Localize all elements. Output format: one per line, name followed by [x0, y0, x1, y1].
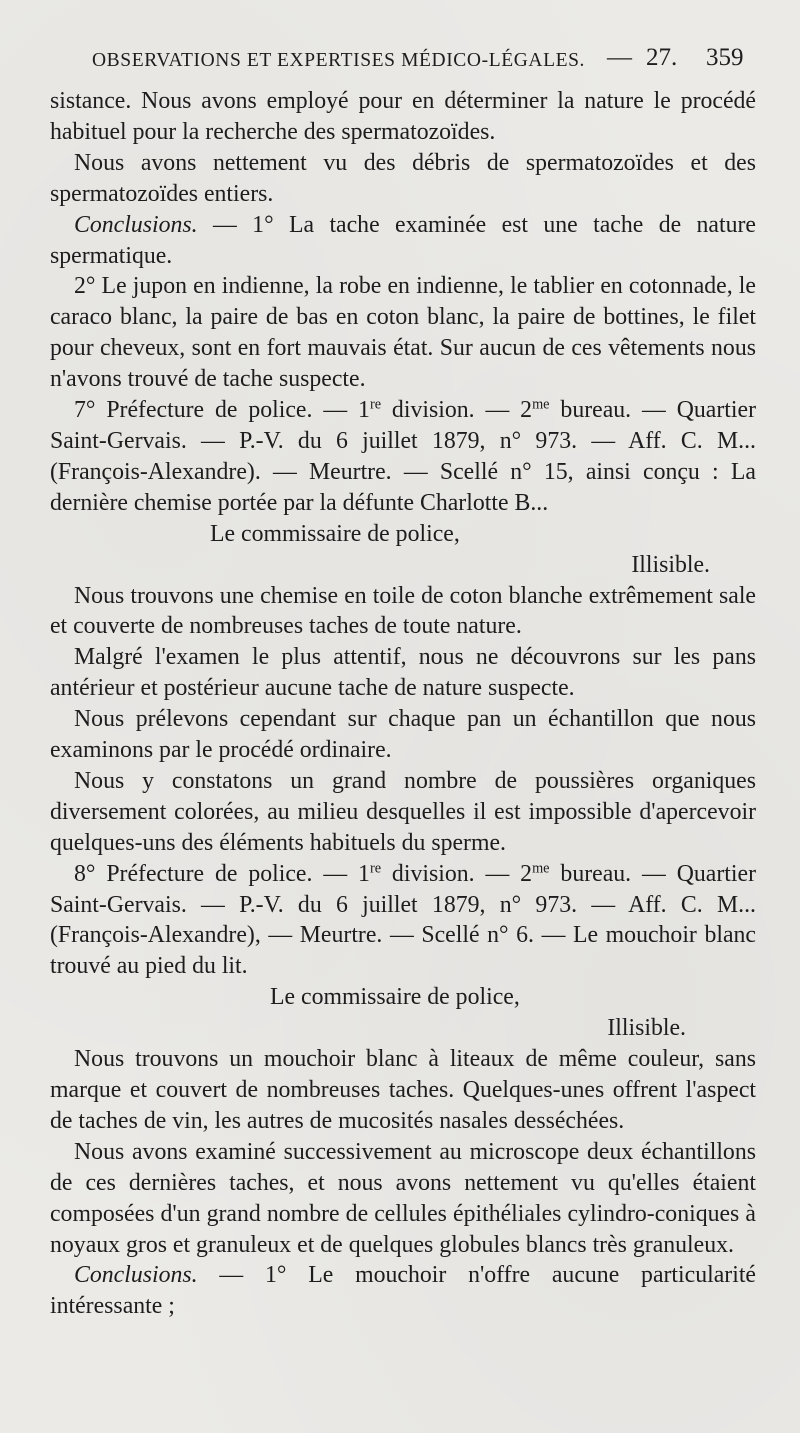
signature-title: Le commissaire de police,	[270, 984, 520, 1011]
running-title: OBSERVATIONS ET EXPERTISES MÉDICO-LÉGALES.	[92, 50, 586, 71]
page-body	[50, 86, 756, 1322]
paragraph: 2° Le jupon en indienne, la robe en indienne, le tablier en cotonnade, le caraco blanc, la paire de bas en coton blanc, la paire de bottines, le filet pour cheveux, sont en fort mauvais état. Sur aucun de ces vêtements nous n'avons trouvé de tache suspecte.	[50, 273, 756, 393]
chapter-number: 27.	[646, 44, 678, 71]
paragraph: Nous trouvons une chemise en toile de coton blanche extrêmement sale et couverte de nombreuses taches de toute nature.	[50, 582, 756, 640]
paragraph: 8° Préfecture de police. — 1re division. — $2^{me}$ bureau. — Quartier Saint-Gervais. — P.-V. du 6 juillet 1879, n° 973. — Aff. C. M... (François-Alexandre), — Meurtre. — Scellé n° 6. — Le mouchoir blanc trouvé au pied du lit.	[50, 860, 756, 980]
page-header	[92, 44, 760, 78]
conclusions-label: Conclusions.	[74, 1262, 198, 1289]
paragraph: Nous trouvons un mouchoir blanc à liteaux de même couleur, sans marque et couvert de nombreuses taches. Quelques-unes offrent l'aspect de taches de vin, les autres de mucosités nasales desséchées.	[50, 1046, 756, 1134]
paragraph: Nous prélevons cependant sur chaque pan un échantillon que nous examinons par le procédé ordinaire.	[50, 706, 756, 764]
paragraph: Nous avons examiné successivement au microscope deux échantillons de ces dernières taches, et nous avons nettement vu qu'elles étaient composées d'un grand nombre de cellules épithéliales cylindro-coniques à noyaux gros et granuleux et de quelques globules blancs très granuleux.	[50, 1138, 756, 1258]
paragraph: Conclusions. — 1° La tache examinée est une tache de nature spermatique.	[50, 211, 756, 269]
signature-name: Illisible.	[607, 1015, 686, 1042]
paragraph: sistance. Nous avons employé pour en déterminer la nature le procédé habituel pour la recherche des spermatozoïdes.	[50, 88, 756, 145]
paragraph: Conclusions. — 1° Le mouchoir n'offre aucune particularité intéressante ;	[50, 1262, 756, 1320]
header-dash: —	[607, 44, 632, 71]
paragraph: 7° Préfecture de police. — 1re division. — $2^{me}$ bureau. — Quartier Saint-Gervais. — P.-V. du 6 juillet 1879, n° 973. — Aff. C. M... (François-Alexandre). — Meurtre. — Scellé n° 15, ainsi conçu : La dernière chemise portée par la défunte Charlotte B...	[50, 396, 756, 516]
page-number: 359	[706, 44, 744, 71]
signature-name: Illisible.	[631, 551, 710, 578]
signature-title: Le commissaire de police,	[210, 520, 460, 547]
paragraph: Malgré l'examen le plus attentif, nous ne découvrons sur les pans antérieur et postérieur aucune tache de nature suspecte.	[50, 644, 756, 702]
conclusions-label: Conclusions.	[74, 211, 198, 238]
paragraph: Nous y constatons un grand nombre de poussières organiques diversement colorées, au milieu desquelles il est impossible d'apercevoir quelques-uns des éléments habituels du sperme.	[50, 767, 756, 856]
paragraph: Nous avons nettement vu des débris de spermatozoïdes et des spermatozoïdes entiers.	[50, 149, 756, 207]
